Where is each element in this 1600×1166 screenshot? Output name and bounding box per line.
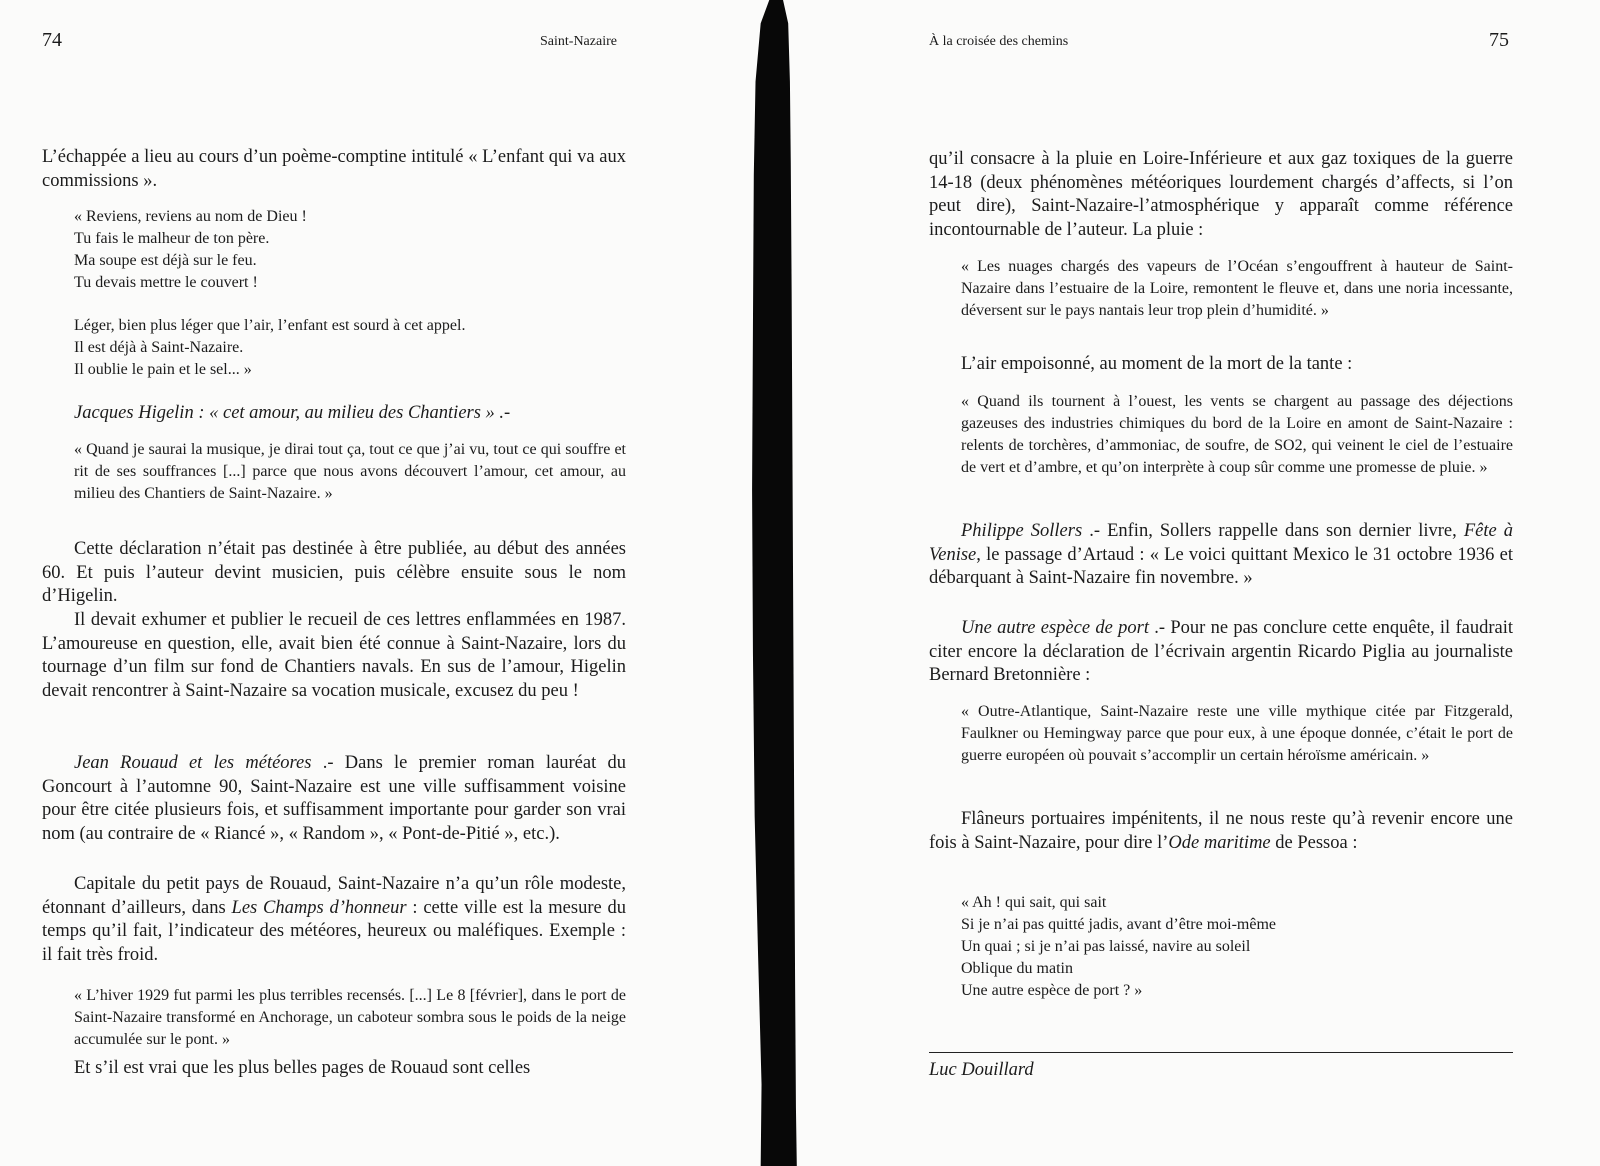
section-heading-higelin: Jacques Higelin : « cet amour, au milieu des Chantiers » .- [74,403,511,423]
book-title: Les Champs d’honneur [231,897,407,918]
higelin-quote: « Quand je saurai la musique, je dirai tout ça, tout ce que j’ai vu, tout ce qui souffre et rit de ses souffrances [...] parce que nous avons découvert l’amour, cet amour, au milieu des Chantiers de Saint-Nazaire. » [74,441,626,502]
paragraph: qu’il consacre à la pluie en Loire-Inférieure et aux gaz toxiques de la guerre 14-18 (deux phénomènes météoriques lourdement chargés d’affects, si l’on peut dire), Saint-Nazaire-l’atmosphérique y apparaît comme référence incontournable de l’auteur. La pluie : [929,149,1513,240]
paragraph-text: .- Enfin, Sollers rappelle dans son dernier livre, [1082,521,1464,541]
section-heading-port: Une autre espèce de port [961,618,1149,638]
poem-line: Il est déjà à Saint-Nazaire. [74,339,244,356]
paragraph-text: de Pessoa : [1270,832,1358,853]
running-head: Saint-Nazaire [540,34,617,49]
paragraph [929,808,1513,855]
sollers-paragraph [929,520,1513,591]
poem-line: « Ah ! qui sait, qui sait [961,894,1107,911]
poem-line: Tu fais le malheur de ton père. [74,230,270,247]
running-head: À la croisée des chemins [929,34,1069,49]
rain-quote: « Les nuages chargés des vapeurs de l’Océan s’engouffrent à hauteur de Saint-Nazaire dans l’estuaire de la Loire, remontent le fleuve et, dans une noria incessante, déversent sur le pays nantais leur trop plein d’humidité. » [961,258,1513,319]
right-page [800,0,1600,1166]
air-quote: « Quand ils tournent à l’ouest, les vents se chargent au passage des déjections gazeuses des industries chimiques du bord de la Loire en amont de Saint-Nazaire : relents de torchères, d’ammoniac, de soufre, de SO2, qui veinent le ciel de l’estuaire de vert et d’ambre, et qu’on interprète à coup sûr comme une promesse de pluie. » [961,393,1513,476]
left-page [0,0,740,1166]
poem-line: Un quai ; si je n’ai pas laissé, navire au soleil [961,938,1251,955]
poem-line: Tu devais mettre le couvert ! [74,274,258,291]
rouaud-paragraph [42,752,626,846]
rouaud-quote: « L’hiver 1929 fut parmi les plus terribles recensés. [...] Le 8 [février], dans le port de Saint-Nazaire transformé en Anchorage, un caboteur sombra sous le poids de la neige accumulée sur le pont. » [74,987,626,1048]
poem-line: Oblique du matin [961,960,1073,977]
book-title: Fête à Venise [929,521,1513,565]
paragraph: Et s’il est vrai que les plus belles pages de Rouaud sont celles [74,1058,531,1078]
paragraph: Cette déclaration n’était pas destinée à être publiée, au début des années 60. Et puis l’auteur devint musicien, puis célèbre ensuite sous le nom d’Higelin. [42,539,626,606]
book-title: Ode maritime [1168,832,1271,853]
poem-line: Ma soupe est déjà sur le feu. [74,252,257,269]
poem-line: Léger, bien plus léger que l’air, l’enfant est sourd à cet appel. [74,317,466,334]
poem-line: Si je n’ai pas quitté jadis, avant d’être moi-même [961,916,1277,933]
section-heading-rouaud: Jean Rouaud et les météores [74,753,312,773]
paragraph-text: .- Dans le premier roman lauréat du Goncourt à l’automne 90, Saint-Nazaire est une ville suffisamment voisine pour être citée plusieurs fois, et suffisamment importante pour garder son vrai nom (au contraire de « Riancé », « Random », « Pont-de-Pitié », etc.). [42,753,626,844]
poem-quote [74,206,614,381]
paragraph: L’air empoisonné, au moment de la mort de la tante : [961,354,1353,374]
page-number: 75 [1489,29,1509,51]
paragraph: Il devait exhumer et publier le recueil de ces lettres enflammées en 1987. L’amoureuse en question, elle, avait bien été connue à Saint-Nazaire, lors du tournage d’un film sur fond de Chantiers navals. En sus de l’amour, Higelin devait rencontrer à Saint-Nazaire sa vocation musicale, excusez du peu ! [42,610,626,701]
intro-paragraph: L’échappée a lieu au cours d’un poème-comptine intitulé « L’enfant qui va aux commissions ». [42,147,626,191]
author-signature: Luc Douillard [929,1060,1034,1080]
paragraph-text: .- Pour ne pas conclure cette enquête, il faudrait citer encore la déclaration de l’écrivain argentin Ricardo Piglia au journaliste Bernard Bretonnière : [929,618,1513,685]
paragraph-text: , le passage d’Artaud : « Le voici quittant Mexico le 31 octobre 1936 et débarquant à Saint-Nazaire fin novembre. » [929,544,1513,588]
page-number: 74 [42,29,62,51]
paragraph-text: Flâneurs portuaires impénitents, il ne nous reste qu’à revenir encore une fois à Saint-Nazaire, pour dire l’ [929,809,1513,853]
poem-line: Une autre espèce de port ? » [961,982,1143,999]
poem-line: Il oublie le pain et le sel... » [74,361,252,378]
section-heading-sollers: Philippe Sollers [961,521,1083,541]
piglia-quote: « Outre-Atlantique, Saint-Nazaire reste une ville mythique citée par Fitzgerald, Faulkner ou Hemingway parce que pour eux, à une époque donnée, c’était le port de guerre européen où pouvait s’accomplir un certain héroïsme américain. » [961,703,1513,764]
poem-line: « Reviens, reviens au nom de Dieu ! [74,208,307,225]
pessoa-poem [961,892,1513,1002]
signature-rule [929,1052,1513,1053]
paragraph-text: : cette ville est la mesure du temps qu’il fait, l’indicateur des météores, heureux ou maléfiques. Exemple : il fait très froid. [42,897,626,965]
port-paragraph [929,617,1513,688]
paragraph [42,873,626,967]
paragraph-text: Capitale du petit pays de Rouaud, Saint-Nazaire n’a qu’un rôle modeste, étonnant d’ailleurs, dans [42,874,626,918]
